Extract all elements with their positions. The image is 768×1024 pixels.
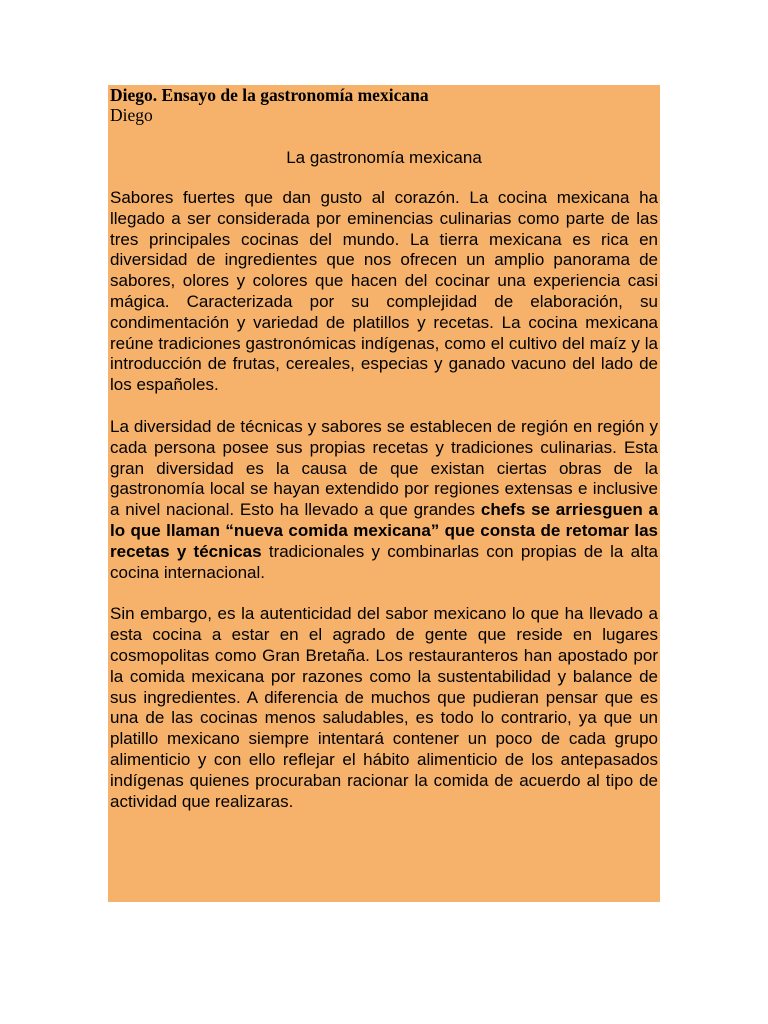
paragraph-2-bold-text: chefs se arriesguen a lo que llaman “nueva comida mexicana” que consta de retomar las recetas y técnicas [110,500,659,561]
paragraph-2-text-end: tradicionales y combinarlas con propias de la alta cocina internacional. [110,541,658,582]
paragraph-3: Sin embargo, es la autenticidad del sabor mexicano lo que ha llevado a esta cocina a estar en el agrado de gente que reside en lugares cosmopolitas como Gran Bretaña. Los restauranteros han apostado por la comida mexicana por razones como la sustentabilidad y balance de sus ingredientes. A diferencia de muchos que pudieran pensar que es una de las cocinas menos saludables, es todo lo contrario, ya que un platillo mexicano siempre intentará contener un poco de cada grupo alimenticio y con ello reflejar el hábito alimenticio de los antepasados indígenas quienes procuraban racionar la comida de acuerdo al tipo de actividad que realizaras. [110,604,658,811]
paragraph-2 [110,417,658,583]
document-author: Diego [110,105,153,125]
paragraph-1: Sabores fuertes que dan gusto al corazón. La cocina mexicana ha llegado a ser considerada por eminencias culinarias como parte de las tres principales cocinas del mundo. La tierra mexicana es rica en diversidad de ingredientes que nos ofrecen un amplio panorama de sabores, olores y colores que hacen del cocinar una experiencia casi mágica. Caracterizada por su complejidad de elaboración, su condimentación y variedad de platillos y recetas. La cocina mexicana reúne tradiciones gastronómicas indígenas, como el cultivo del maíz y la introducción de frutas, cereales, especias y ganado vacuno del lado de los españoles. [110,188,658,395]
document-header-title: Diego. Ensayo de la gastronomía mexicana [110,85,429,105]
paragraph-2-text-start: La diversidad de técnicas y sabores se establecen de región en región y cada persona posee sus propias recetas y tradiciones culinarias. Esta gran diversidad es la causa de que existan ciertas obras de la gastronomía local se hayan extendido por regiones extensas e inclusive a nivel nacional. Esto ha llevado a que grandes [110,416,658,520]
essay-panel [108,85,660,902]
essay-title: La gastronomía mexicana [286,148,482,167]
